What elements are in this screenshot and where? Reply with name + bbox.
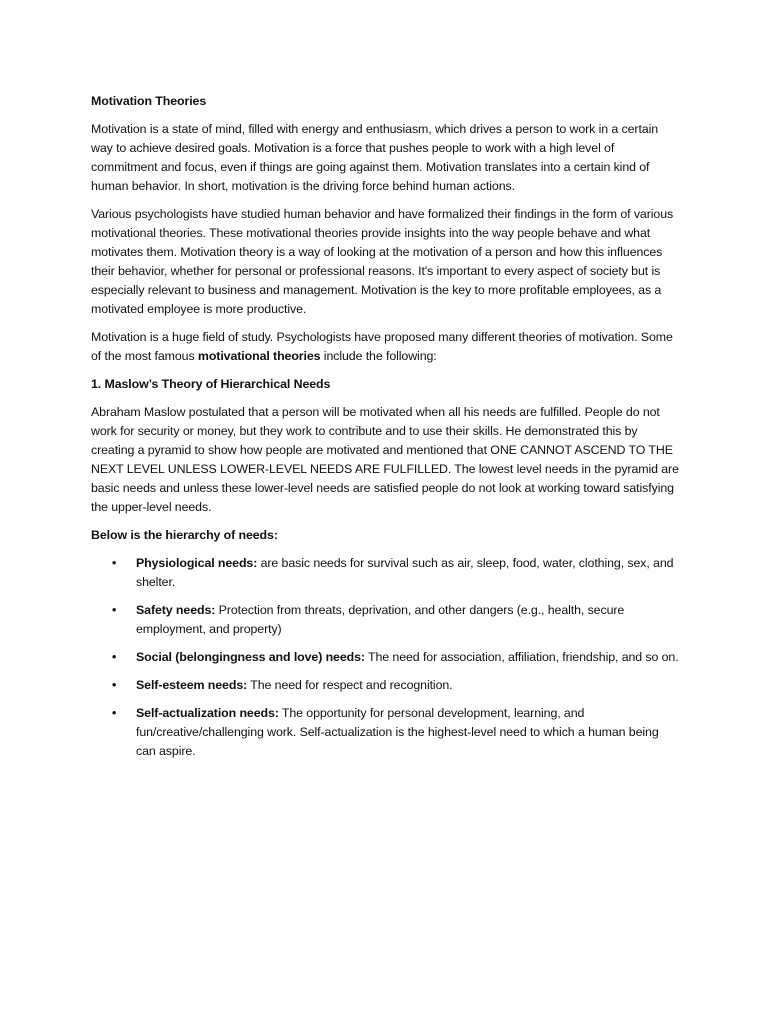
paragraph-maslow: Abraham Maslow postulated that a person will be motivated when all his needs are fulfilled. People do not work for security or money, but they work to contribute and to use their skills. He demonstrated this by creating a pyramid to show how people are motivated and mentioned that ONE CANNOT ASCEND TO THE NEXT LEVEL UNLESS LOWER-LEVEL NEEDS ARE FULFILLED. The lowest level needs in the pyramid are basic needs and unless these lower-level needs are satisfied people do not look at working toward satisfying the upper-level needs. <box>91 405 679 514</box>
bullet-icon: • <box>112 556 117 570</box>
need-text: The need for association, affiliation, friendship, and so on. <box>364 650 679 664</box>
bullet-icon: • <box>112 603 117 617</box>
paragraph-intro <box>91 328 681 366</box>
document-title: Motivation Theories <box>91 94 207 108</box>
need-label: Self-actualization needs: <box>136 706 279 720</box>
list-item-physiological <box>91 554 681 592</box>
need-text: The opportunity for personal development, learning, and fun/creative/challenging work. Self-actualization is the highest-level need to which a human being can aspire. <box>136 706 659 758</box>
list-item-self-esteem <box>91 676 681 695</box>
list-item-social <box>91 648 681 667</box>
bullet-icon: • <box>112 678 117 692</box>
section-heading-maslow: 1. Maslow’s Theory of Hierarchical Needs <box>91 377 331 391</box>
paragraph-psychologists: Various psychologists have studied human behavior and have formalized their findings in the form of various motivational theories. These motivational theories provide insights into the way people behave and what motivates them. Motivation theory is a way of looking at the motivation of a person and how this influences their behavior, whether for personal or professional reasons. It's important to every aspect of society but is especially relevant to business and management. Motivation is the key to more profitable employees, as a motivated employee is more productive. <box>91 207 674 316</box>
need-text: are basic needs for survival such as air, sleep, food, water, clothing, sex, and shelter. <box>136 556 674 589</box>
intro-text-after: include the following: <box>320 349 437 363</box>
need-label: Safety needs: <box>136 603 216 617</box>
bullet-icon: • <box>112 650 117 664</box>
need-label: Social (belongingness and love) needs: <box>136 650 365 664</box>
needs-list <box>91 554 681 761</box>
need-text: Protection from threats, deprivation, and other dangers (e.g., health, secure employment, and property) <box>136 603 625 636</box>
hierarchy-heading: Below is the hierarchy of needs: <box>91 528 278 542</box>
intro-text-before: Motivation is a huge field of study. Psychologists have proposed many different theories of motivation. Some of the most famous <box>91 330 673 363</box>
need-label: Physiological needs: <box>136 556 258 570</box>
list-item-safety <box>91 601 681 639</box>
list-item-self-actualization <box>91 704 681 761</box>
intro-bold-term: motivational theories <box>197 349 321 363</box>
document-page <box>91 92 681 770</box>
need-label: Self-esteem needs: <box>136 678 248 692</box>
need-text: The need for respect and recognition. <box>247 678 453 692</box>
bullet-icon: • <box>112 706 117 720</box>
paragraph-definition: Motivation is a state of mind, filled with energy and enthusiasm, which drives a person to work in a certain way to achieve desired goals. Motivation is a force that pushes people to work with a high level of commitment and focus, even if things are going against them. Motivation translates into a certain kind of human behavior. In short, motivation is the driving force behind human actions. <box>91 122 659 193</box>
